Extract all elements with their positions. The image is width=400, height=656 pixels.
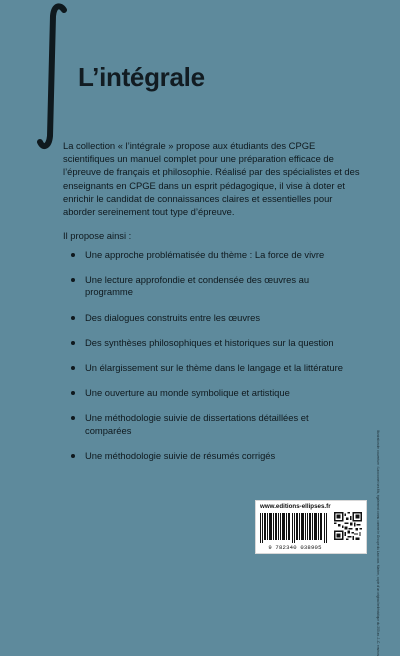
isbn-number: 9 782340 038905 — [268, 544, 322, 551]
bullet-icon — [71, 454, 75, 458]
list-item: Une lecture approfondie et condensée des œuvres au programme — [63, 274, 353, 298]
list-item: Des synthèses philosophiques et historiques sur la question — [63, 337, 353, 349]
bullet-icon — [71, 366, 75, 370]
feature-list — [63, 249, 353, 462]
list-item: Une méthodologie suivie de résumés corrigés — [63, 450, 353, 462]
qr-code-icon[interactable] — [334, 512, 362, 540]
list-item: Une ouverture au monde symbolique et artistique — [63, 387, 353, 399]
propose-label: Il propose ainsi : — [63, 230, 132, 241]
bullet-icon — [71, 278, 75, 282]
bullet-icon — [71, 253, 75, 257]
list-item: Une approche problématisée du thème : La force de vivre — [63, 249, 353, 261]
bullet-icon — [71, 416, 75, 420]
barcode-panel — [255, 500, 367, 554]
publisher-website[interactable]: www.editions-ellipses.fr — [260, 503, 331, 510]
illustration-credit: Illustration de couverture : Laocoonet ses fils, également connu comme le Groupe du Laocoon. Marbre, copie d’un original hellénistique du 200 av. J.-C. environ. — [376, 430, 380, 656]
intro-paragraph: La collection « l’intégrale » propose aux étudiants des CPGE scientifiques un manuel complet pour une préparation efficace de l’épreuve de français et philosophie. Réalisé par des spécialistes et des enseignants en CPGE dans un esprit pédagogique, il vise à doter et enrichir le candidat de connaissances claires et essentielles pour aborder sereinement tout type d’épreuve. — [63, 140, 360, 218]
list-item: Un élargissement sur le thème dans le langage et la littérature — [63, 362, 353, 374]
integral-symbol-icon — [36, 2, 72, 152]
collection-title: L’intégrale — [78, 62, 205, 92]
list-item: Une méthodologie suivie de dissertations détaillées et comparées — [63, 412, 353, 436]
list-item: Des dialogues construits entre les œuvres — [63, 312, 353, 324]
bullet-icon — [71, 341, 75, 345]
bullet-icon — [71, 391, 75, 395]
barcode-icon — [260, 513, 328, 543]
bullet-icon — [71, 316, 75, 320]
